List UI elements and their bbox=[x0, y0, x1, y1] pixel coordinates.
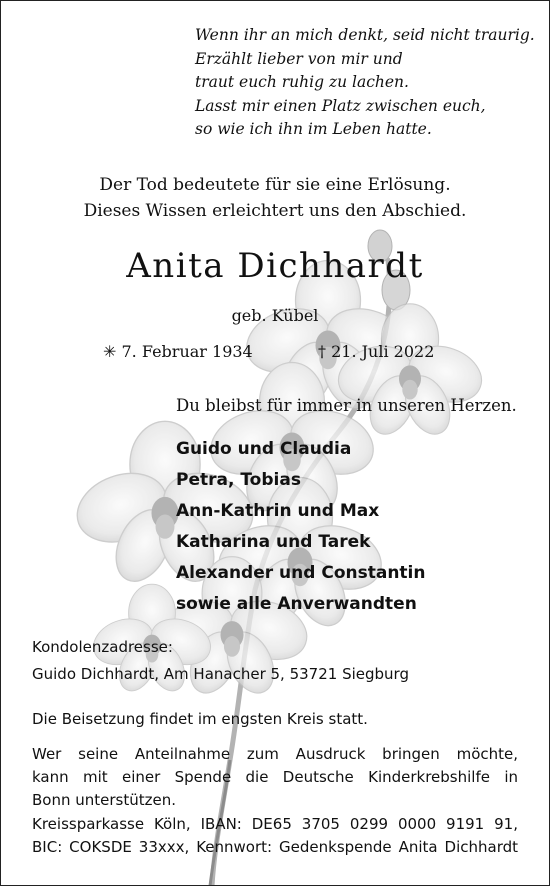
mourner: Alexander und Constantin bbox=[176, 563, 426, 583]
condolence-label: Kondolenzadresse: bbox=[32, 638, 173, 656]
mourner: Ann-Kathrin und Max bbox=[176, 501, 380, 521]
poem-line: traut euch ruhig zu lachen. bbox=[195, 73, 409, 91]
burial-note: Die Beisetzung findet im engsten Kreis statt. bbox=[32, 710, 368, 728]
condolence-address: Guido Dichhardt, Am Hanacher 5, 53721 Siegburg bbox=[32, 665, 409, 683]
mourners-list bbox=[176, 434, 425, 620]
death-date: 21. Juli 2022 bbox=[331, 342, 435, 361]
birth-star-icon: ✳ bbox=[103, 342, 117, 361]
mourner: Katharina und Tarek bbox=[176, 532, 371, 552]
poem bbox=[195, 24, 535, 142]
birth-date: 7. Februar 1934 bbox=[121, 342, 253, 361]
poem-line: Lasst mir einen Platz zwischen euch, bbox=[195, 96, 486, 115]
bank-details-line: BIC: COKSDE 33xxx, Kennwort: Gedenkspende Anita Dichhardt bbox=[32, 837, 518, 856]
bank-details-line: Kreissparkasse Köln, IBAN: DE65 3705 0299 0000 9191 91, bbox=[32, 814, 518, 833]
death-date-line bbox=[318, 342, 434, 361]
poem-line: Erzählt lieber von mir und bbox=[195, 49, 403, 68]
mourner: Guido und Claudia bbox=[176, 439, 352, 459]
cross-icon: † bbox=[318, 342, 326, 361]
donation-info bbox=[32, 743, 518, 859]
mourner: sowie alle Anverwandten bbox=[176, 594, 417, 614]
poem-line: so wie ich ihn im Leben hatte. bbox=[195, 120, 432, 138]
donation-line: Wer seine Anteilnahme zum Ausdruck bringen möchte, bbox=[32, 745, 518, 763]
intro-text bbox=[0, 172, 550, 224]
farewell-line: Du bleibst für immer in unseren Herzen. bbox=[176, 396, 517, 415]
donation-line: kann mit einer Spende die Deutsche Kinderkrebshilfe in bbox=[32, 768, 518, 787]
mourner: Petra, Tobias bbox=[176, 470, 301, 490]
donation-line: Bonn unterstützen. bbox=[32, 791, 177, 810]
maiden-name: geb. Kübel bbox=[231, 306, 319, 325]
birth-date-line bbox=[103, 342, 253, 361]
intro-line: Dieses Wissen erleichtert uns den Abschied. bbox=[83, 201, 467, 221]
intro-line: Der Tod bedeutete für sie eine Erlösung. bbox=[99, 175, 451, 195]
deceased-name: Anita Dichhardt bbox=[126, 246, 424, 286]
poem-line: Wenn ihr an mich denkt, seid nicht traurig. bbox=[195, 26, 535, 44]
